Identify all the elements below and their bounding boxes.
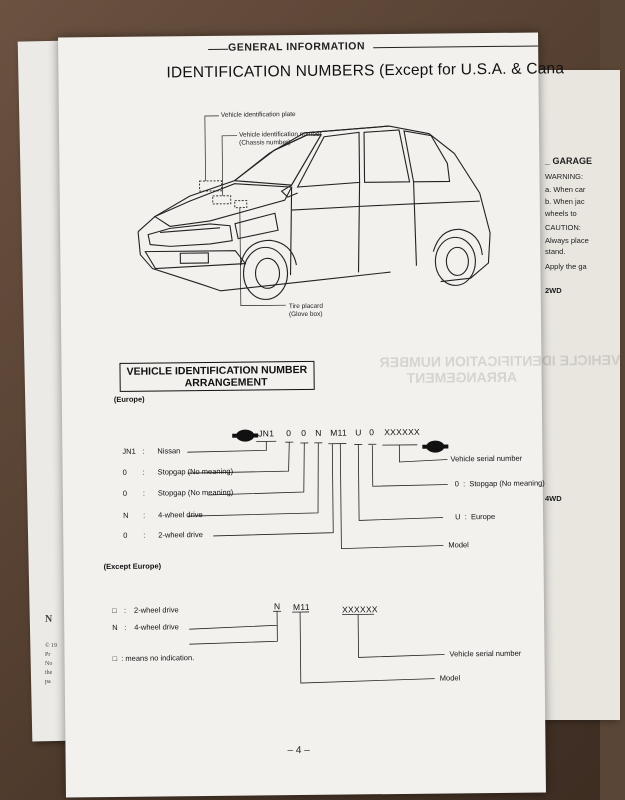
europe-legend-text: Stopgap (No meaning)	[157, 466, 234, 477]
right-page-line: b. When jac	[545, 197, 585, 206]
note-text: : means no indication.	[121, 653, 195, 663]
europe-legend-code: 0	[122, 488, 128, 498]
callout-tire-line1: Tire placard	[288, 302, 323, 311]
show-through-text: VEHICLE IDENTIFICATION NUMBER	[379, 351, 621, 371]
except-legend-text: 2-wheel drive	[133, 605, 179, 615]
vin-code-1: 0	[286, 428, 292, 439]
europe-heading: (Europe)	[113, 394, 145, 404]
europe-legend-sep: :	[142, 488, 145, 498]
underlying-footer-n: N	[45, 614, 53, 625]
except-legend-sep: :	[124, 622, 127, 632]
vin-heading-line2: ARRANGEMENT	[184, 376, 268, 390]
vin-code-3: N	[315, 427, 322, 438]
right-page-line: Always place	[545, 236, 589, 245]
except-europe-note	[112, 653, 194, 663]
europe-legend-text: Stopgap (No meaning)	[157, 487, 234, 498]
europe-model-label: Model	[448, 540, 469, 550]
vin-code-7: XXXXXX	[384, 426, 421, 438]
underlying-footer-line: © 19	[45, 643, 58, 649]
right-page-line: stand.	[545, 247, 566, 256]
europe-legend-sep: :	[142, 446, 145, 456]
except-code-1: M11	[292, 601, 310, 613]
page-title: IDENTIFICATION NUMBERS (Except for U.S.A. & Cana	[166, 60, 565, 82]
except-legend-text: 4-wheel drive	[134, 622, 179, 632]
right-page-line: a. When car	[545, 185, 586, 194]
callout-vin-line1: Vehicle identification number	[239, 130, 322, 139]
underlying-footer-line: No	[45, 661, 53, 667]
europe-legend-text: 2-wheel drive	[158, 530, 203, 540]
europe-legend-text: Nissan	[157, 446, 181, 456]
nissan-logo-icon-right	[422, 440, 448, 452]
except-code-2: XXXXXX	[341, 604, 378, 615]
vin-code-6: 0	[369, 427, 375, 438]
right-page-line: WARNING:	[545, 172, 584, 181]
europe-legend-text: 4-wheel drive	[157, 510, 203, 520]
europe-u-code: U	[455, 512, 461, 522]
except-code-0: N	[273, 601, 281, 612]
callout-vin-line2: (Chassis number)	[239, 139, 291, 147]
vin-heading-line1: VEHICLE IDENTIFICATION NUMBER	[126, 363, 308, 378]
page-number: – 4 –	[287, 744, 310, 757]
europe-legend-code: 0	[122, 467, 127, 477]
underlying-footer-line: pa	[45, 679, 51, 685]
callout-plate: Vehicle identification plate	[220, 111, 296, 119]
europe-stopgap-code: 0	[454, 479, 459, 489]
except-legend-code: N	[112, 622, 118, 632]
underlying-footer-line: Pr	[45, 652, 51, 658]
europe-stopgap-right: 0 : Stopgap (No meaning)	[454, 478, 545, 489]
vin-code-0: JN1	[258, 428, 275, 439]
section-header: GENERAL INFORMATION	[228, 40, 366, 54]
europe-stopgap-text: Stopgap (No meaning)	[469, 478, 545, 489]
europe-legend-code: N	[122, 510, 129, 520]
nissan-logo-icon	[232, 429, 258, 441]
vin-code-4: M11	[330, 427, 348, 438]
except-europe-heading: (Except Europe)	[103, 561, 162, 572]
vin-code-5: U	[355, 427, 362, 438]
underlying-footer-line: the	[45, 670, 53, 676]
europe-legend-code: JN1	[122, 446, 136, 456]
europe-legend-sep: :	[142, 467, 145, 477]
show-through-text-2: ARRANGEMENT	[406, 368, 518, 386]
except-legend-code: □	[111, 605, 117, 615]
europe-legend-sep: :	[142, 510, 146, 520]
europe-serial-label: Vehicle serial number	[450, 453, 523, 464]
callout-tire-line2: (Glove box)	[288, 310, 323, 319]
right-page-line: Apply the ga	[545, 262, 587, 271]
right-page-garage-heading: _ GARAGE	[545, 156, 593, 166]
right-page-line: wheels to	[545, 209, 577, 218]
europe-u-right: U : Europe	[455, 511, 496, 522]
except-europe-model-label: Model	[439, 673, 461, 683]
europe-legend-sep: :	[143, 530, 146, 540]
europe-legend-code: 0	[123, 530, 128, 540]
right-page-line: CAUTION:	[545, 223, 581, 232]
except-europe-serial-label: Vehicle serial number	[449, 648, 522, 659]
right-page-4wd-label: 4WD	[545, 494, 562, 503]
vin-code-2: 0	[301, 427, 307, 439]
europe-u-text: Europe	[470, 511, 496, 522]
right-page-2wd-label: 2WD	[545, 286, 562, 295]
underlying-footer-text	[45, 642, 57, 687]
except-legend-sep: :	[123, 605, 127, 615]
note-box-icon: □	[112, 653, 118, 663]
